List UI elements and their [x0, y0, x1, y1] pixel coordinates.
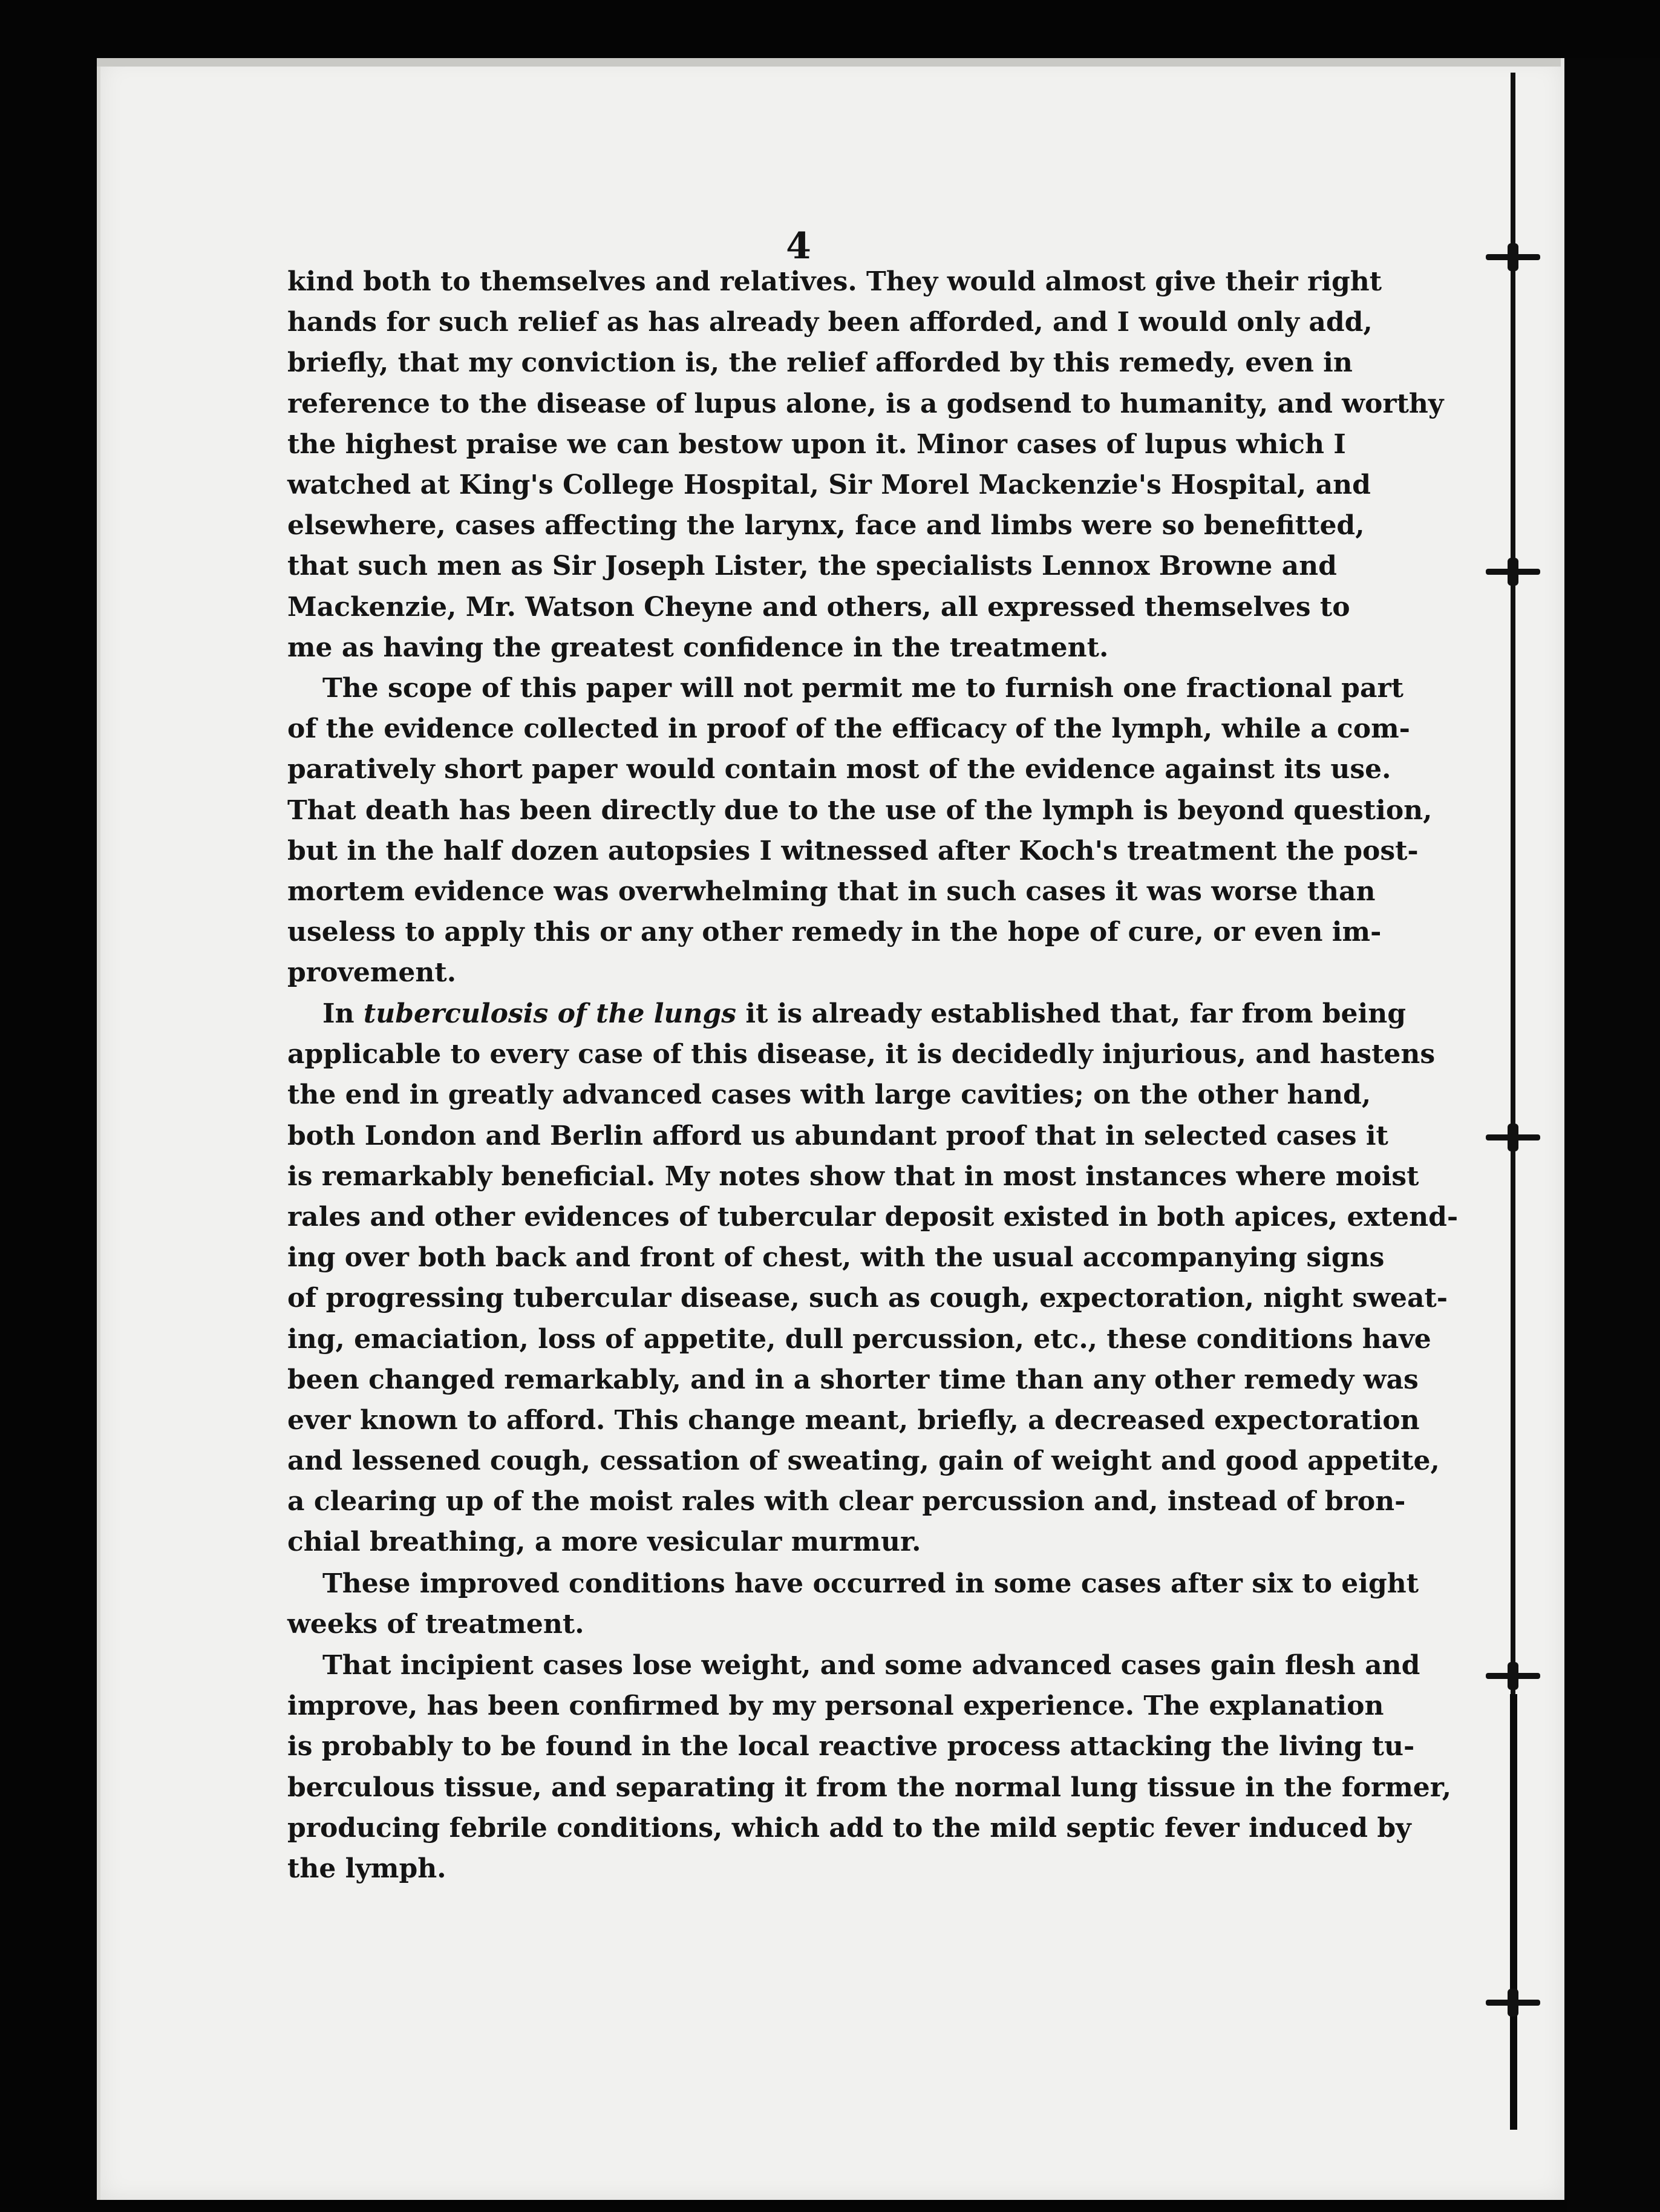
text-line: provement. — [287, 957, 457, 989]
text-line: been changed remarkably, and in a shorter time than any other remedy was — [287, 1364, 1419, 1395]
text-line: hands for such relief as has already been afforded, and I would only add, — [287, 307, 1373, 338]
paragraph — [287, 668, 1433, 993]
text-line: reference to the disease of lupus alone, is a godsend to humanity, and worthy — [287, 388, 1444, 419]
text-line: the highest praise we can bestow upon it. Minor cases of lupus which I — [287, 428, 1346, 460]
italic-phrase: tuberculosis of the lungs — [363, 998, 737, 1029]
text-line: weeks of treatment. — [287, 1609, 584, 1640]
text-line: The scope of this paper will not permit me to furnish one fractional part — [322, 673, 1403, 704]
page-number: 4 — [786, 225, 811, 267]
text-line: of the evidence collected in proof of the efficacy of the lymph, while a com- — [287, 713, 1410, 745]
text-line: but in the half dozen autopsies I witnessed after Koch's treatment the post- — [287, 835, 1419, 866]
text-line: rales and other evidences of tubercular deposit existed in both apices, extend- — [287, 1201, 1459, 1232]
text-line: the end in greatly advanced cases with large cavities; on the other hand, — [287, 1079, 1371, 1111]
text-line: producing febrile conditions, which add to the mild septic fever induced by — [287, 1812, 1411, 1844]
paragraph — [287, 993, 1459, 1563]
text-line: ing over both back and front of chest, with the usual accompanying signs — [287, 1242, 1385, 1274]
page-top-edge — [97, 58, 1561, 67]
text-line: improve, has been confirmed by my personal experience. The explanation — [287, 1690, 1384, 1722]
text-line: These improved conditions have occurred in some cases after six to eight — [322, 1568, 1419, 1599]
binding-stitch — [1486, 1673, 1540, 1679]
text-line: that such men as Sir Joseph Lister, the specialists Lennox Browne and — [287, 551, 1337, 582]
text-line: That death has been directly due to the use of the lymph is beyond question, — [287, 794, 1433, 826]
text-line: is probably to be found in the local reactive process attacking the living tu- — [287, 1731, 1415, 1762]
text-line: mortem evidence was overwhelming that in such cases it was worse than — [287, 875, 1376, 907]
text-line: That incipient cases lose weight, and some advanced cases gain flesh and — [322, 1650, 1420, 1681]
text-line: me as having the greatest confidence in the treatment. — [287, 632, 1109, 663]
text-line: applicable to every case of this disease, it is decidedly injurious, and hastens — [287, 1039, 1436, 1070]
text-line: kind both to themselves and relatives. They would almost give their right — [287, 266, 1382, 297]
text-line: elsewhere, cases affecting the larynx, face and limbs were so benefitted, — [287, 510, 1365, 542]
binding-stitches — [1486, 73, 1540, 2130]
paragraph — [287, 1563, 1419, 1644]
text-line: ing, emaciation, loss of appetite, dull percussion, etc., these conditions have — [287, 1323, 1431, 1355]
paragraph — [287, 1645, 1452, 1889]
binding-stitch — [1486, 1134, 1540, 1140]
text-line: ever known to afford. This change meant, briefly, a decreased expectoration — [287, 1404, 1420, 1436]
text-line: useless to apply this or any other remedy in the hope of cure, or even im- — [287, 917, 1382, 948]
text-line: both London and Berlin afford us abundant proof that in selected cases it — [287, 1120, 1388, 1151]
binding-spine-lower — [1510, 1694, 1517, 2130]
text-line: berculous tissue, and separating it from the normal lung tissue in the former, — [287, 1772, 1452, 1803]
binding-shadow — [1567, 58, 1660, 2212]
text-line: Mackenzie, Mr. Watson Cheyne and others, all expressed themselves to — [287, 591, 1350, 623]
text-line: and lessened cough, cessation of sweating, gain of weight and good appetite, — [287, 1445, 1440, 1477]
paragraph — [287, 261, 1444, 668]
binding-stitch — [1486, 2000, 1540, 2006]
text-line: briefly, that my conviction is, the relief afforded by this remedy, even in — [287, 347, 1353, 379]
text-line: of progressing tubercular disease, such as cough, expectoration, night sweat- — [287, 1283, 1448, 1314]
text-line: In tuberculosis of the lungs it is already established that, far from being — [322, 998, 1406, 1029]
text-line: is remarkably beneficial. My notes show that in most instances where moist — [287, 1160, 1419, 1192]
binding-stitch — [1486, 254, 1540, 260]
text-line: chial breathing, a more vesicular murmur. — [287, 1526, 921, 1558]
text-line: a clearing up of the moist rales with clear percussion and, instead of bron- — [287, 1486, 1406, 1517]
text-line: paratively short paper would contain most of the evidence against its use. — [287, 754, 1391, 785]
text-line: the lymph. — [287, 1853, 446, 1884]
text-line: watched at King's College Hospital, Sir Morel Mackenzie's Hospital, and — [287, 469, 1371, 500]
binding-stitch — [1486, 569, 1540, 575]
